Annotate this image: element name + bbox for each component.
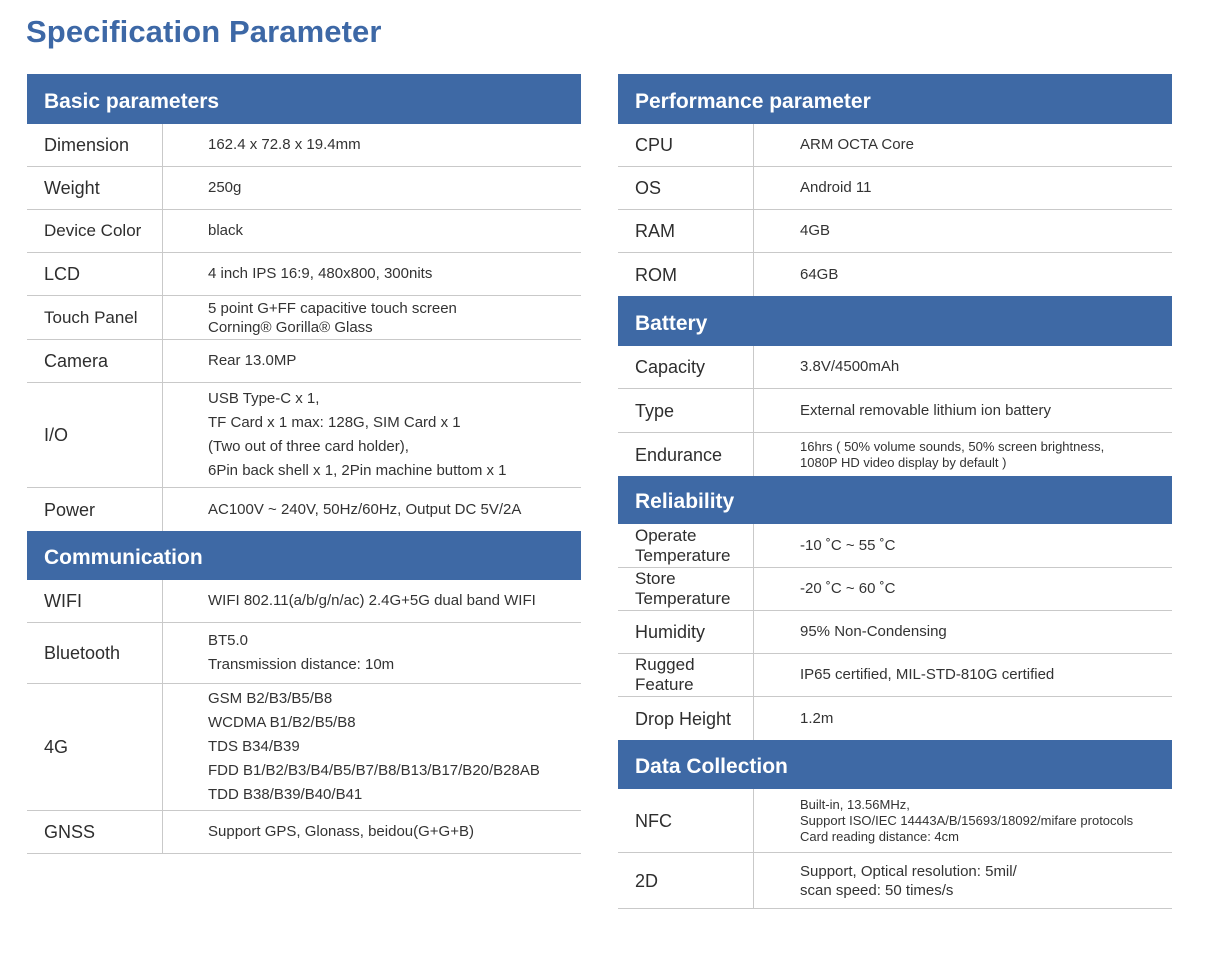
spec-label: Endurance [618,433,754,476]
spec-label: Humidity [618,611,754,653]
spec-label: GNSS [27,811,163,853]
spec-value: 95% Non-Condensing [800,623,947,640]
spec-row-2d [618,853,1172,909]
spec-label: Power [27,488,163,531]
spec-row-gnss [27,811,581,854]
spec-value: 3.8V/4500mAh [800,358,900,375]
section-header-data-collection: Data Collection [618,740,1172,789]
spec-label: RAM [618,210,754,252]
spec-label: Weight [27,167,163,209]
spec-value: Rear 13.0MP [208,352,297,369]
spec-value: 64GB [800,265,839,283]
spec-row-4g [27,684,581,811]
spec-value: IP65 certified, MIL-STD-810G certified [800,666,1055,683]
spec-row-drop-height [618,697,1172,740]
spec-value: Android 11 [800,179,872,196]
spec-value: 250g [208,179,242,196]
spec-label: Rugged Feature [618,654,754,696]
spec-row-rom [618,253,1172,296]
spec-label: Operate Temperature [618,524,754,567]
spec-label: Dimension [27,124,163,166]
spec-label: Capacity [618,346,754,388]
spec-row-ram [618,210,1172,253]
spec-value: Support, Optical resolution: 5mil/ scan speed: 50 times/s [800,862,1017,899]
spec-label: Camera [27,340,163,382]
section-header-basic: Basic parameters [27,74,581,124]
spec-row-store-temperature [618,568,1172,611]
spec-value: WIFI 802.11(a/b/g/n/ac) 2.4G+5G dual band WIFI [208,592,536,609]
spec-row-dimension [27,124,581,167]
section-header-communication: Communication [27,531,581,580]
spec-row-device-color [27,210,581,253]
spec-label: LCD [27,253,163,295]
spec-row-wifi [27,580,581,623]
spec-row-io [27,383,581,488]
spec-value: black [208,222,244,239]
spec-label: 2D [618,853,754,908]
spec-row-bluetooth [27,623,581,684]
spec-value: 1.2m [800,709,834,727]
spec-label: NFC [618,789,754,852]
spec-value: GSM B2/B3/B5/B8 WCDMA B1/B2/B5/B8 TDS B34/B39 FDD B1/B2/B3/B4/B5/B7/B8/B13/B17/B20/B28AB TDD B38/B39/B40/B41 [208,690,540,803]
spec-row-power [27,488,581,531]
spec-label: Device Color [27,210,163,252]
spec-label: WIFI [27,580,163,622]
spec-row-capacity [618,346,1172,389]
spec-value: Built-in, 13.56MHz, Support ISO/IEC 14443A/B/15693/18092/mifare protocols Card reading distance: 4cm [800,796,1134,844]
spec-row-rugged-feature [618,654,1172,697]
spec-label: OS [618,167,754,209]
spec-row-camera [27,340,581,383]
spec-row-operate-temperature [618,524,1172,568]
page-title: Specification Parameter [26,14,382,49]
spec-value: External removable lithium ion battery [800,401,1051,419]
spec-row-type [618,389,1172,433]
section-header-reliability: Reliability [618,476,1172,524]
spec-label: Bluetooth [27,623,163,683]
spec-value: 16hrs ( 50% volume sounds, 50% screen brightness, 1080P HD video display by default ) [800,438,1105,470]
spec-label: CPU [618,124,754,166]
spec-value: BT5.0 Transmission distance: 10m [208,632,395,673]
spec-label: 4G [27,684,163,810]
spec-value: -20 ˚C ~ 60 ˚C [800,580,896,597]
spec-value: AC100V ~ 240V, 50Hz/60Hz, Output DC 5V/2A [208,500,522,518]
spec-value: 162.4 x 72.8 x 19.4mm [208,136,361,153]
spec-value: 4GB [800,222,831,239]
spec-row-weight [27,167,581,210]
spec-row-nfc [618,789,1172,853]
spec-row-os [618,167,1172,210]
spec-label: Type [618,389,754,432]
spec-value: 4 inch IPS 16:9, 480x800, 300nits [208,265,433,282]
spec-label: I/O [27,383,163,487]
section-header-battery: Battery [618,296,1172,346]
spec-row-touch-panel [27,296,581,340]
spec-value: 5 point G+FF capacitive touch screen Corning® Gorilla® Glass [208,299,457,336]
section-header-performance: Performance parameter [618,74,1172,124]
spec-label: Store Temperature [618,568,754,610]
spec-value: -10 ˚C ~ 55 ˚C [800,536,896,554]
spec-row-cpu [618,124,1172,167]
spec-row-lcd [27,253,581,296]
spec-label: Touch Panel [27,296,163,339]
spec-label: ROM [618,253,754,296]
spec-row-endurance [618,433,1172,476]
spec-row-humidity [618,611,1172,654]
spec-value: USB Type-C x 1, TF Card x 1 max: 128G, SIM Card x 1 (Two out of three card holder), 6Pin back shell x 1, 2Pin machine buttom x 1 [208,390,507,479]
spec-label: Drop Height [618,697,754,740]
spec-value: Support GPS, Glonass, beidou(G+G+B) [208,823,474,840]
spec-value: ARM OCTA Core [800,136,914,153]
